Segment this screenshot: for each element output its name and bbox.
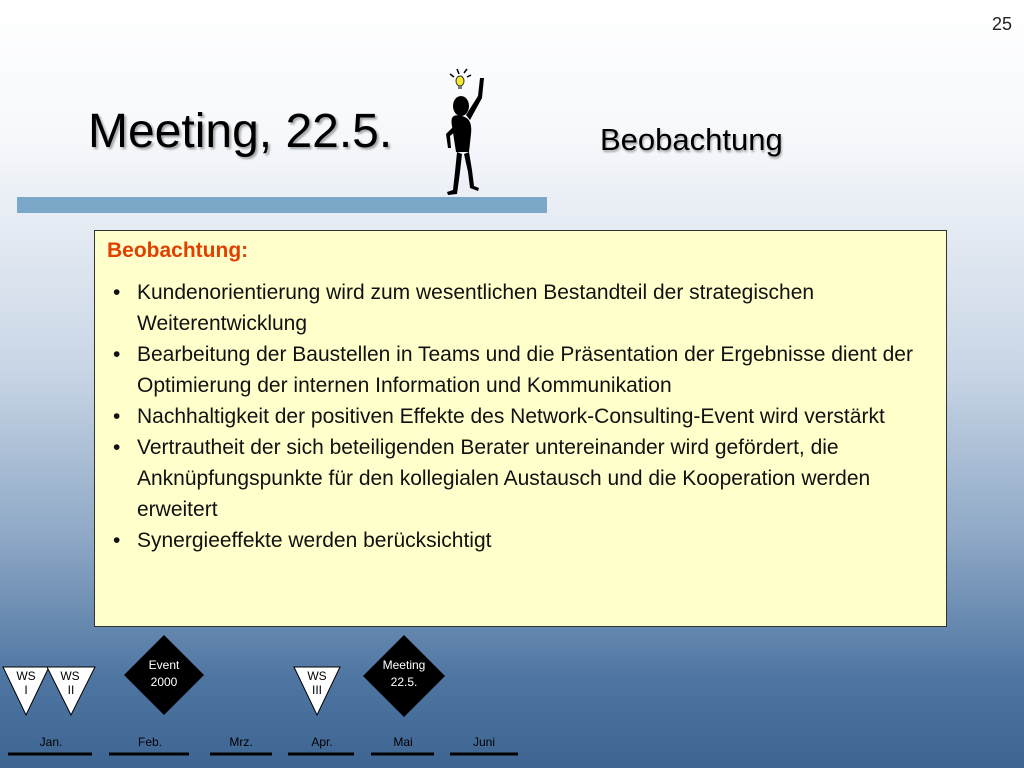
svg-text:Meeting: Meeting bbox=[382, 658, 426, 672]
svg-text:WS: WS bbox=[307, 669, 327, 683]
workshop-marker-ws-3 bbox=[294, 667, 340, 715]
month-label-jan: Jan. bbox=[39, 735, 63, 749]
month-label-mai: Mai bbox=[393, 735, 413, 749]
idea-figure-icon bbox=[440, 68, 490, 200]
list-item: • Kundenorientierung wird zum wesentlichen Bestandteil der strategischen Weiterentwicklung bbox=[107, 277, 936, 339]
month-label-feb: Feb. bbox=[137, 735, 163, 749]
workshop-marker-ws-2 bbox=[47, 667, 95, 715]
svg-text:I: I bbox=[24, 683, 28, 697]
list-item: • Synergieeffekte werden berücksichtigt bbox=[107, 525, 936, 556]
workshop-marker-ws-1 bbox=[3, 667, 49, 715]
list-item: • Bearbeitung der Baustellen in Teams und die Präsentation der Ergebnisse dient der Optimierung der internen Information und Kommunikation bbox=[107, 339, 936, 401]
list-item: • Nachhaltigkeit der positiven Effekte des Network-Consulting-Event wird verstärkt bbox=[107, 401, 936, 432]
observation-box bbox=[94, 230, 947, 627]
svg-text:WS: WS bbox=[16, 669, 36, 683]
project-timeline bbox=[0, 630, 1024, 768]
event-marker bbox=[124, 635, 204, 715]
svg-text:III: III bbox=[311, 683, 323, 697]
month-label-apr: Apr. bbox=[311, 735, 333, 749]
meeting-marker bbox=[363, 635, 445, 717]
title-underline-bar bbox=[17, 197, 547, 213]
month-label-mrz: Mrz. bbox=[229, 735, 253, 749]
svg-text:II: II bbox=[67, 683, 75, 697]
page-number: 25 bbox=[991, 14, 1012, 34]
observation-heading: Beobachtung: bbox=[107, 239, 249, 262]
svg-text:2000: 2000 bbox=[150, 675, 178, 689]
slide-title: Meeting, 22.5. bbox=[88, 105, 393, 158]
slide-subtitle: Beobachtung bbox=[600, 122, 783, 157]
observation-list bbox=[107, 277, 936, 556]
month-label-juni: Juni bbox=[472, 735, 496, 749]
list-item: • Vertrautheit der sich beteiligenden Berater untereinander wird gefördert, die Anknüpfungspunkte für den kollegialen Austausch und die Kooperation werden erweitert bbox=[107, 432, 936, 525]
svg-text:22.5.: 22.5. bbox=[390, 675, 418, 689]
svg-text:WS: WS bbox=[60, 669, 80, 683]
svg-text:Event: Event bbox=[148, 658, 180, 672]
